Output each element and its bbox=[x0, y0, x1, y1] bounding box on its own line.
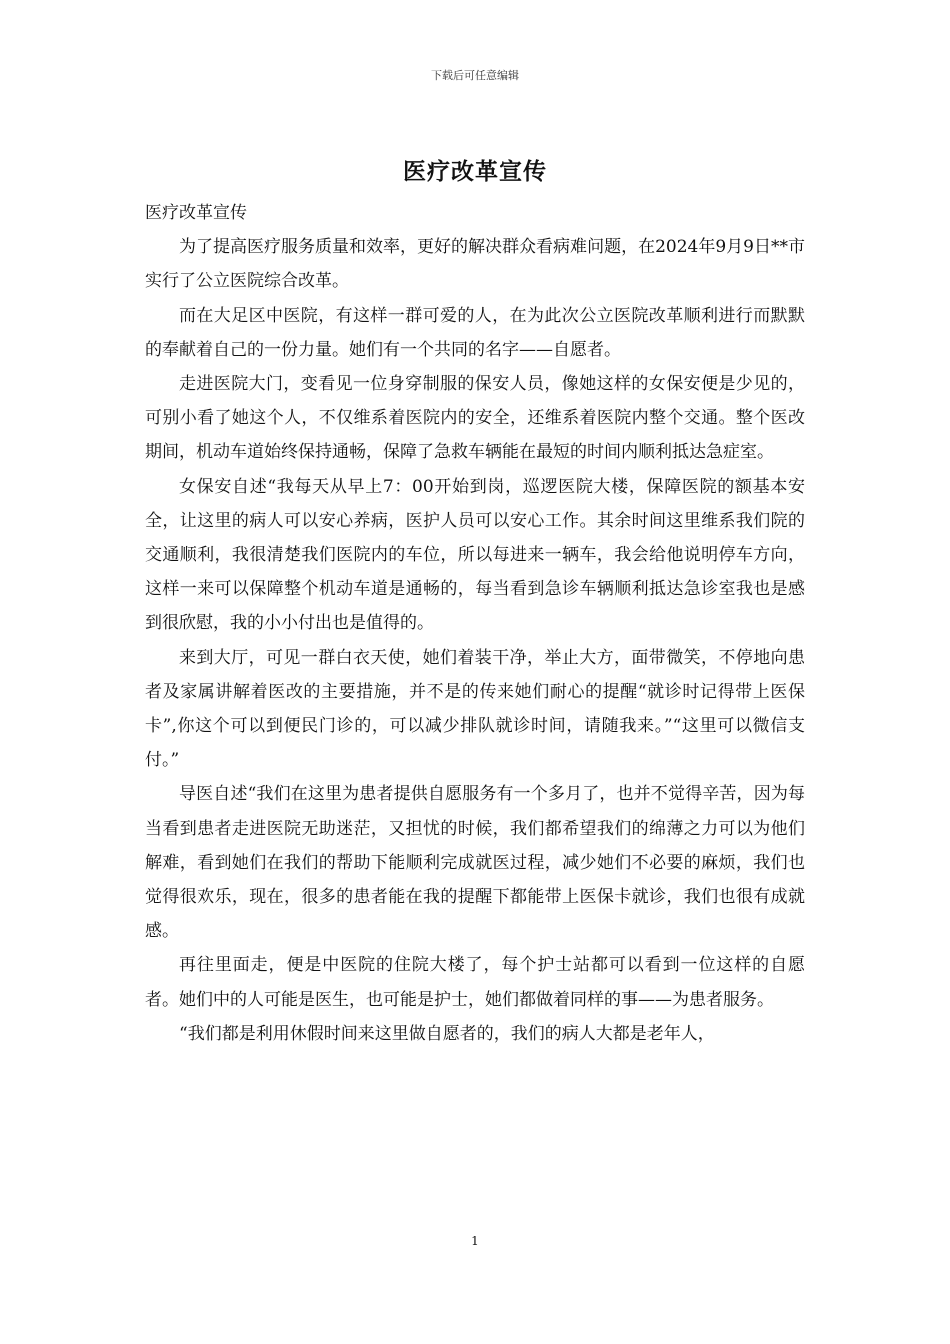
document-body bbox=[145, 196, 805, 1051]
paragraph: 导医自述“我们在这里为患者提供自愿服务有一个多月了，也并不觉得辛苦，因为每当看到患者走进医院无助迷茫，又担忧的时候，我们都希望我们的绵薄之力可以为他们解难，看到她们在我们的帮助下能顺利完成就医过程，减少她们不必要的麻烦，我们也觉得很欢乐，现在，很多的患者能在我的提醒下都能带上医保卡就诊，我们也很有成就感。 bbox=[145, 784, 805, 942]
paragraph: 为了提高医疗服务质量和效率，更好的解决群众看病难问题，在2024年9月9日**市实行了公立医院综合改革。 bbox=[145, 237, 805, 292]
header-note: 下载后可任意编辑 bbox=[431, 69, 519, 82]
paragraph: 再往里面走，便是中医院的住院大楼了，每个护士站都可以看到一位这样的自愿者。她们中的人可能是医生，也可能是护士，她们都做着同样的事——为患者服务。 bbox=[145, 955, 805, 1010]
document-subtitle: 医疗改革宣传 bbox=[145, 203, 247, 223]
paragraph: 来到大厅，可见一群白衣天使，她们着装干净，举止大方，面带微笑，不停地向患者及家属讲解着医改的主要措施，并不是的传来她们耐心的提醒“就诊时记得带上医保卡”,你这个可以到便民门诊的，可以减少排队就诊时间，请随我来。”“这里可以微信支付。” bbox=[145, 647, 805, 771]
document-title: 医疗改革宣传 bbox=[403, 158, 547, 185]
page-number: 1 bbox=[471, 1234, 479, 1248]
paragraph: 女保安自述“我每天从早上7：00开始到岗，巡逻医院大楼，保障医院的额基本安全，让这里的病人可以安心养病，医护人员可以安心工作。其余时间这里维系我们院的交通顺利，我很清楚我们医院内的车位，所以每进来一辆车，我会给他说明停车方向，这样一来可以保障整个机动车道是通畅的，每当看到急诊车辆顺利抵达急诊室我也是感到很欣慰，我的小小付出也是值得的。 bbox=[145, 476, 805, 634]
paragraph: 而在大足区中医院，有这样一群可爱的人，在为此次公立医院改革顺利进行而默默的奉献着自己的一份力量。她们有一个共同的名字——自愿者。 bbox=[145, 305, 805, 360]
paragraph: 走进医院大门，变看见一位身穿制服的保安人员，像她这样的女保安便是少见的，可别小看了她这个人，不仅维系着医院内的安全，还维系着医院内整个交通。整个医改期间，机动车道始终保持通畅，保障了急救车辆能在最短的时间内顺利抵达急症室。 bbox=[145, 374, 805, 463]
paragraph: “我们都是利用休假时间来这里做自愿者的，我们的病人大都是老年人， bbox=[179, 1023, 715, 1044]
